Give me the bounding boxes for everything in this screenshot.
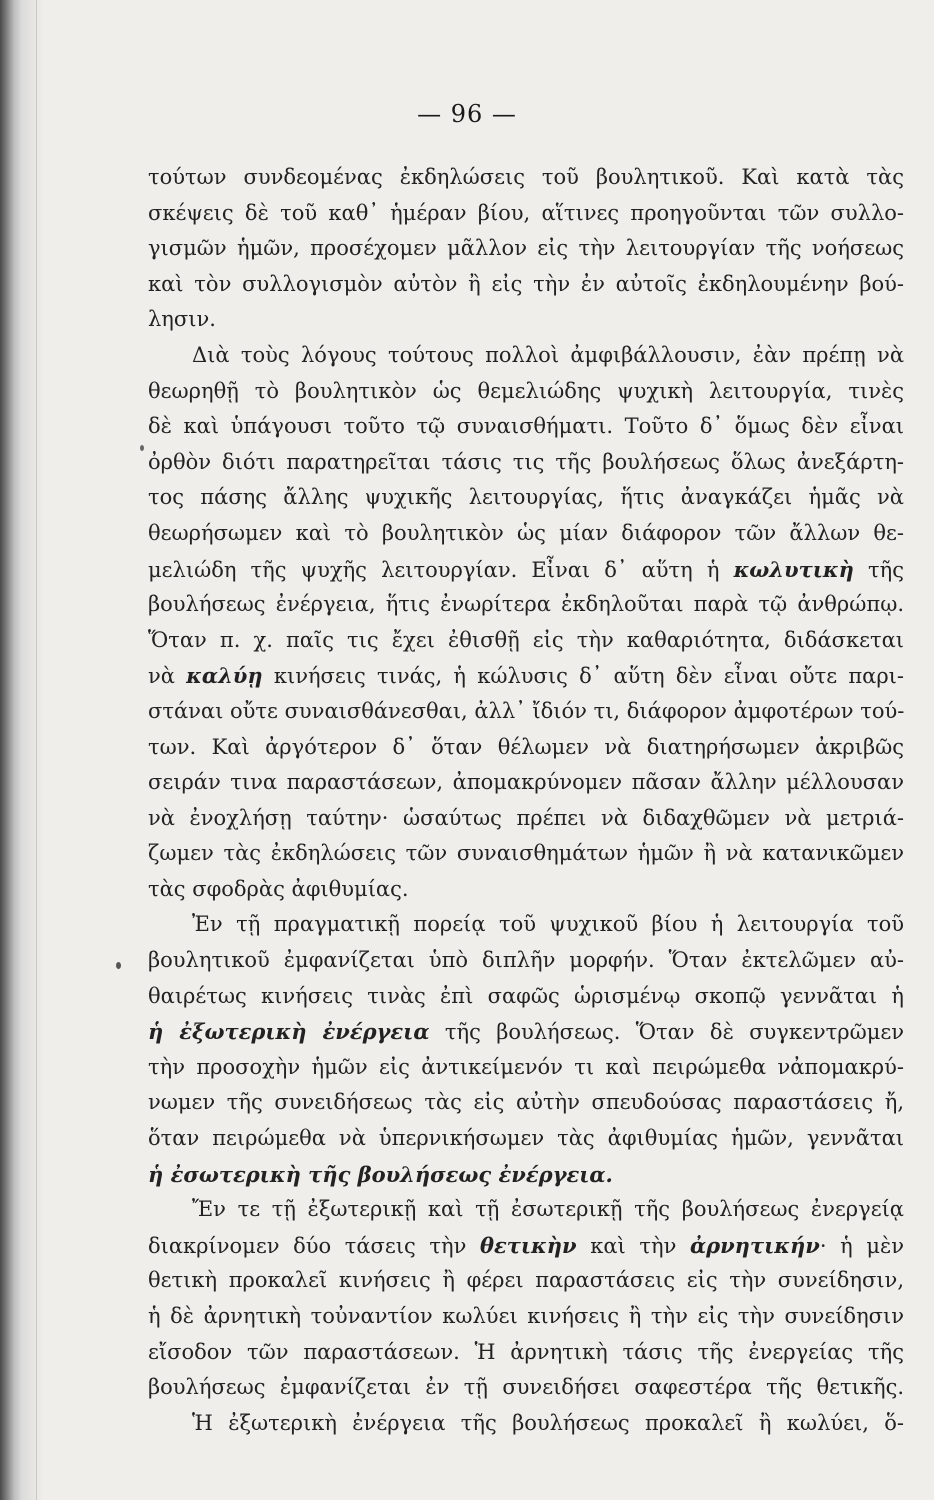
- text-line: [148, 267, 904, 303]
- text-run: τούτων συνδεομένας ἐκδηλώσεις τοῦ βουλητικοῦ. Καὶ κατὰ τὰς: [148, 165, 904, 189]
- text-run: διακρίνομεν δύο τάσεις τὴν: [148, 1233, 480, 1258]
- text-run: Ἡ ἐξωτερικὴ ἐνέργεια τῆς βουλήσεως προκαλεῖ ἢ κωλύει, ὅ-: [192, 1410, 904, 1435]
- text-run: τῆς: [853, 557, 904, 582]
- text-run: τῆς βουλήσεως. Ὅταν δὲ συγκεντρῶμεν: [429, 1020, 905, 1045]
- text-line: [148, 1263, 904, 1299]
- text-line: [148, 1157, 904, 1193]
- text-run: τὴν προσοχὴν ἡμῶν εἰς ἀντικείμενόν τι καὶ πειρώμεθα νἀπομακρύ-: [148, 1054, 904, 1079]
- text-run: βουλητικοῦ ἐμφανίζεται ὑπὸ διπλῆν μορφήν. Ὅταν ἐκτελῶμεν αὐ-: [148, 948, 904, 973]
- text-run: Ὅταν π. χ. παῖς τις ἔχει ἐθισθῇ εἰς τὴν καθαριότητα, διδάσκεται: [148, 627, 904, 652]
- text-line: [148, 1335, 904, 1371]
- text-line: [148, 836, 904, 872]
- text-run: βουλήσεως ἐνέργεια, ἥτις ἐνωρίτερα ἐκδηλοῦται παρὰ τῷ ἀνθρώπῳ.: [148, 592, 904, 617]
- text-run: θεωρήσωμεν καὶ τὸ βουλητικὸν ὡς μίαν διάφορον τῶν ἄλλων θε-: [148, 520, 904, 545]
- text-line: [148, 587, 904, 623]
- text-line: [148, 1085, 904, 1121]
- gutter-edge-line: [36, 0, 37, 1500]
- text-run: στάναι οὔτε συναισθάνεσθαι, ἀλλ᾿ ἴδιόν τι, διάφορον ἀμφοτέρων τού-: [148, 698, 905, 723]
- text-line: [148, 872, 904, 908]
- text-run: ἡ δὲ ἀρνητικὴ τοὐναντίον κωλύει κινήσεις ἢ τὴν εἰς τὴν συνείδησιν: [148, 1304, 904, 1328]
- text-run: νωμεν τῆς συνειδήσεως τὰς εἰς αὐτὴν σπευδούσας παραστάσεις ἤ,: [148, 1090, 904, 1115]
- text-line: [148, 374, 904, 410]
- text-run: κινήσεις τινάς, ἡ κώλυσις δ᾿ αὕτη δὲν εἶναι οὔτε παρι-: [262, 664, 905, 689]
- text-line: [148, 445, 904, 481]
- text-run: Διὰ τοὺς λόγους τούτους πολλοὶ ἀμφιβάλλουσιν, ἐὰν πρέπῃ νὰ: [192, 342, 904, 367]
- text-run: καὶ τὴν: [576, 1233, 690, 1258]
- text-line: [148, 730, 904, 766]
- emphasized-term: κωλυτικὴ: [733, 556, 854, 582]
- text-run: σκέψεις δὲ τοῦ καθ᾿ ἡμέραν βίου, αἵτινες προηγοῦνται τῶν συλλο-: [148, 200, 904, 225]
- emphasized-term: θετικὴν: [479, 1232, 577, 1258]
- text-run: θαιρέτως κινήσεις τινὰς ἐπὶ σαφῶς ὡρισμένῳ σκοπῷ γεννᾶται ἡ: [148, 983, 904, 1008]
- emphasized-term: ἀρνητικήν: [689, 1232, 820, 1258]
- text-run: γισμῶν ἡμῶν, προσέχομεν μᾶλλον εἰς τὴν λειτουργίαν τῆς νοήσεως: [148, 236, 904, 261]
- text-line: [148, 694, 904, 730]
- text-line: [148, 623, 904, 659]
- emphasized-term: ἡ ἐξωτερικὴ ἐνέργεια: [148, 1019, 430, 1045]
- text-line: [148, 907, 904, 943]
- text-run: · ἡ μὲν: [819, 1233, 905, 1258]
- text-line: [148, 801, 904, 837]
- text-line: [148, 302, 904, 338]
- text-run: ὅταν πειρώμεθα νὰ ὑπερνικήσωμεν τὰς ἀφιθυμίας ἡμῶν, γεννᾶται: [148, 1126, 904, 1151]
- text-line: [148, 1121, 904, 1157]
- text-line: [148, 979, 904, 1015]
- text-line: [148, 552, 904, 588]
- text-run: δὲ καὶ ὑπάγουσι τοῦτο τῷ συναισθήματι. Τοῦτο δ᾿ ὅμως δὲν εἶναι: [148, 414, 904, 439]
- text-run: Ἐν τῇ πραγματικῇ πορείᾳ τοῦ ψυχικοῦ βίου ἡ λειτουργία τοῦ: [192, 912, 904, 937]
- text-run: ὀρθὸν διότι παρατηρεῖται τάσις τις τῆς βουλήσεως ὅλως ἀνεξάρτη-: [148, 449, 904, 474]
- text-run: μελιώδη τῆς ψυχῆς λειτουργίαν. Εἶναι δ᾿ αὕτη ἡ: [148, 557, 734, 582]
- text-line: [148, 765, 904, 801]
- text-line: [148, 196, 904, 232]
- text-run: θεωρηθῇ τὸ βουλητικὸν ὡς θεμελιώδης ψυχικὴ λειτουργία, τινὲς: [148, 378, 904, 403]
- text-run: σειράν τινα παραστάσεων, ἀπομακρύνομεν πᾶσαν ἄλλην μέλλουσαν: [148, 770, 904, 795]
- text-line: [148, 338, 904, 374]
- text-line: [148, 943, 904, 979]
- text-line: [148, 480, 904, 516]
- ink-speck: [140, 445, 144, 451]
- text-line: [148, 1370, 904, 1406]
- text-run: Ἔν τε τῇ ἐξωτερικῇ καὶ τῇ ἐσωτερικῇ τῆς βουλήσεως ἐνεργείᾳ: [192, 1197, 904, 1222]
- text-run: ζωμεν τὰς ἐκδηλώσεις τῶν συναισθημάτων ἡμῶν ἢ νὰ κατανικῶμεν: [148, 841, 904, 866]
- text-run: εἴσοδον τῶν παραστάσεων. Ἡ ἀρνητικὴ τάσις τῆς ἐνεργείας τῆς: [148, 1339, 904, 1364]
- text-line: [148, 1406, 904, 1442]
- text-line: [148, 1299, 904, 1335]
- text-line: [148, 231, 904, 267]
- page-number: — 96 —: [417, 100, 517, 128]
- text-run: νὰ: [148, 664, 187, 689]
- text-run: βουλήσεως ἐμφανίζεται ἐν τῇ συνειδήσει σαφεστέρα τῆς θετικῆς.: [148, 1375, 904, 1400]
- text-line: [148, 160, 904, 196]
- text-line: [148, 658, 904, 694]
- page-gutter-shadow: [0, 0, 44, 1500]
- text-line: [148, 409, 904, 445]
- text-line: [148, 516, 904, 552]
- text-run: θετικὴ προκαλεῖ κινήσεις ἢ φέρει παραστάσεις εἰς τὴν συνείδησιν,: [148, 1268, 904, 1293]
- text-run: λησιν.: [148, 307, 216, 332]
- text-line: [148, 1228, 904, 1264]
- text-run: τὰς σφοδρὰς ἀφιθυμίας.: [148, 876, 409, 901]
- emphasized-term: καλύῃ: [186, 663, 263, 689]
- text-line: [148, 1050, 904, 1086]
- text-line: [148, 1014, 904, 1050]
- text-run: νὰ ἐνοχλήσῃ ταύτην· ὡσαύτως πρέπει νὰ διδαχθῶμεν νὰ μετριά-: [148, 805, 904, 830]
- body-text: [148, 160, 904, 1441]
- ink-speck: [116, 962, 121, 969]
- emphasized-term: ἡ ἐσωτερικὴ τῆς βουλήσεως ἐνέργεια.: [148, 1161, 613, 1187]
- text-line: [148, 1192, 904, 1228]
- text-run: τος πάσης ἄλλης ψυχικῆς λειτουργίας, ἥτις ἀναγκάζει ἡμᾶς νὰ: [148, 485, 904, 510]
- text-run: καὶ τὸν συλλογισμὸν αὐτὸν ἢ εἰς τὴν ἐν αὐτοῖς ἐκδηλουμένην βού-: [148, 271, 904, 296]
- text-run: των. Καὶ ἀργότερον δ᾿ ὅταν θέλωμεν νὰ διατηρήσωμεν ἀκριβῶς: [148, 734, 904, 759]
